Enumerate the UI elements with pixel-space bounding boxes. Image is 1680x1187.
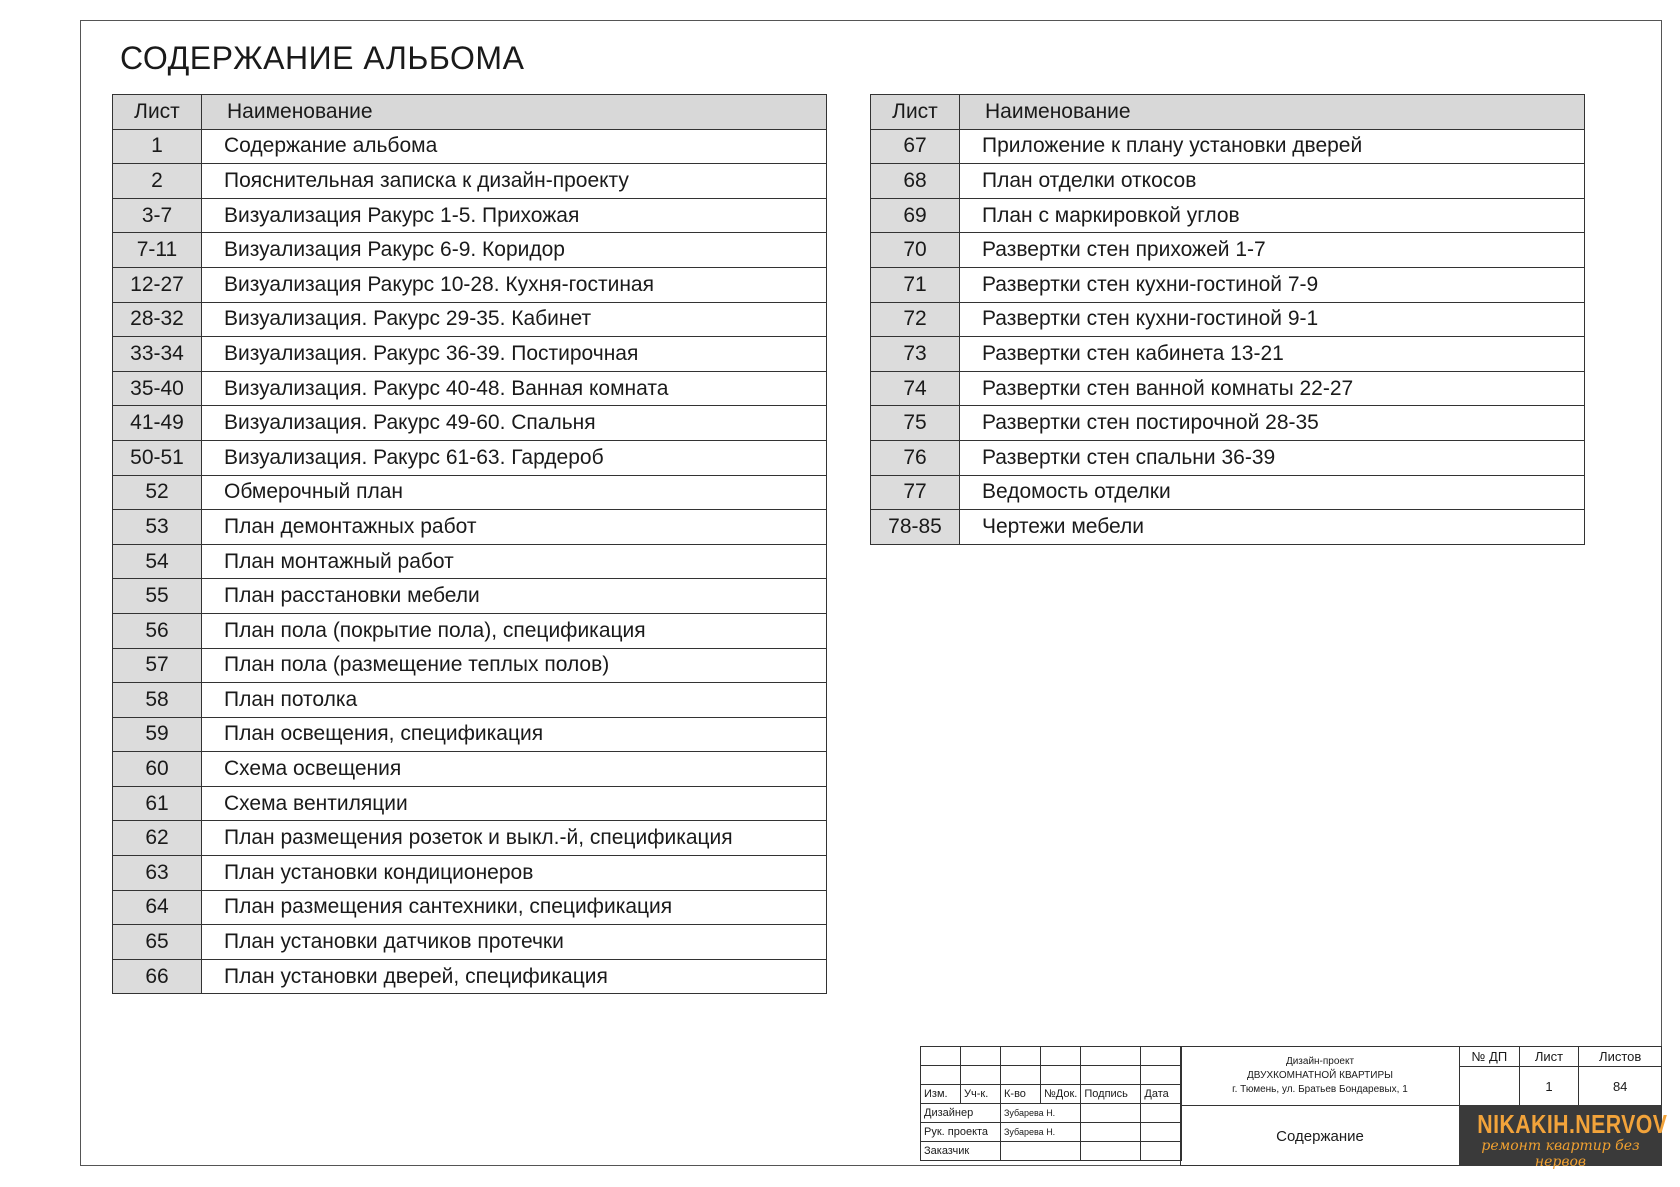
row-sheet-number: 61 bbox=[113, 786, 202, 821]
row-sheet-number: 58 bbox=[113, 683, 202, 718]
header-name: Наименование bbox=[960, 95, 1585, 130]
table-row bbox=[871, 337, 1585, 372]
row-sheet-name: План пола (размещение теплых полов) bbox=[202, 648, 827, 683]
table-row bbox=[113, 198, 827, 233]
row-sheet-number: 41-49 bbox=[113, 406, 202, 441]
row-sheet-number: 73 bbox=[871, 337, 960, 372]
row-sheet-number: 66 bbox=[113, 959, 202, 994]
table-row bbox=[113, 544, 827, 579]
table-row bbox=[113, 959, 827, 994]
row-sheet-number: 62 bbox=[113, 821, 202, 856]
table-row bbox=[113, 129, 827, 164]
col-podpis: Подпись bbox=[1081, 1085, 1141, 1104]
project-description bbox=[1180, 1046, 1460, 1106]
table-row bbox=[113, 752, 827, 787]
row-sheet-name: Чертежи мебели bbox=[960, 510, 1585, 545]
row-sheet-name: План отделки откосов bbox=[960, 164, 1585, 199]
row-sheet-number: 55 bbox=[113, 579, 202, 614]
row-sheet-name: План расстановки мебели bbox=[202, 579, 827, 614]
row-sheet-number: 1 bbox=[113, 129, 202, 164]
row-sheet-name: План освещения, спецификация bbox=[202, 717, 827, 752]
row-sheet-name: План потолка bbox=[202, 683, 827, 718]
table-row bbox=[113, 648, 827, 683]
header-sheet: Лист bbox=[871, 95, 960, 130]
row-sheet-number: 77 bbox=[871, 475, 960, 510]
row-sheet-name: Развертки стен ванной комнаты 22-27 bbox=[960, 371, 1585, 406]
table-row bbox=[113, 440, 827, 475]
row-sheet-name: План установки кондиционеров bbox=[202, 856, 827, 891]
row-sheet-name: Визуализация. Ракурс 61-63. Гардероб bbox=[202, 440, 827, 475]
table-row bbox=[113, 579, 827, 614]
row-sheet-name: Пояснительная записка к дизайн-проекту bbox=[202, 164, 827, 199]
row-sheet-name: Ведомость отделки bbox=[960, 475, 1585, 510]
table-row bbox=[113, 164, 827, 199]
sheets-value: 84 bbox=[1579, 1067, 1662, 1107]
table-row bbox=[113, 233, 827, 268]
project-line-2: ДВУХКОМНАТНОЙ КВАРТИРЫ bbox=[1246, 1070, 1393, 1081]
title-block bbox=[920, 1046, 1668, 1170]
row-sheet-name: Визуализация Ракурс 10-28. Кухня-гостиная bbox=[202, 267, 827, 302]
row-sheet-name: Визуализация. Ракурс 29-35. Кабинет bbox=[202, 302, 827, 337]
table-row bbox=[113, 302, 827, 337]
table-row bbox=[113, 821, 827, 856]
header-sheet: Лист bbox=[113, 95, 202, 130]
manager-label: Рук. проекта bbox=[921, 1123, 1001, 1142]
row-sheet-name: Содержание альбома bbox=[202, 129, 827, 164]
row-sheet-number: 28-32 bbox=[113, 302, 202, 337]
designer-label: Дизайнер bbox=[921, 1104, 1001, 1123]
row-sheet-name: План демонтажных работ bbox=[202, 510, 827, 545]
row-sheet-name: План установки датчиков протечки bbox=[202, 925, 827, 960]
table-row bbox=[871, 371, 1585, 406]
row-sheet-number: 35-40 bbox=[113, 371, 202, 406]
table-row bbox=[871, 164, 1585, 199]
table-row bbox=[113, 371, 827, 406]
row-sheet-name: Приложение к плану установки дверей bbox=[960, 129, 1585, 164]
client-label: Заказчик bbox=[921, 1142, 1001, 1161]
table-row bbox=[871, 440, 1585, 475]
row-sheet-number: 7-11 bbox=[113, 233, 202, 268]
row-sheet-name: Визуализация Ракурс 1-5. Прихожая bbox=[202, 198, 827, 233]
row-sheet-name: Визуализация. Ракурс 36-39. Постирочная bbox=[202, 337, 827, 372]
row-sheet-number: 70 bbox=[871, 233, 960, 268]
row-sheet-number: 69 bbox=[871, 198, 960, 233]
table-row bbox=[113, 683, 827, 718]
row-sheet-number: 12-27 bbox=[113, 267, 202, 302]
row-sheet-number: 52 bbox=[113, 475, 202, 510]
row-sheet-name: Развертки стен спальни 36-39 bbox=[960, 440, 1585, 475]
table-header-row bbox=[113, 95, 827, 130]
row-sheet-name: План с маркировкой углов bbox=[960, 198, 1585, 233]
row-sheet-number: 78-85 bbox=[871, 510, 960, 545]
project-line-1: Дизайн-проект bbox=[1285, 1056, 1355, 1067]
table-row bbox=[113, 786, 827, 821]
row-sheet-name: Развертки стен прихожей 1-7 bbox=[960, 233, 1585, 268]
row-sheet-number: 60 bbox=[113, 752, 202, 787]
row-sheet-number: 3-7 bbox=[113, 198, 202, 233]
table-row bbox=[871, 129, 1585, 164]
row-sheet-number: 64 bbox=[113, 890, 202, 925]
row-sheet-name: Схема освещения bbox=[202, 752, 827, 787]
row-sheet-name: Развертки стен постирочной 28-35 bbox=[960, 406, 1585, 441]
sheets-label: Листов bbox=[1579, 1047, 1662, 1067]
row-sheet-number: 50-51 bbox=[113, 440, 202, 475]
logo-slogan: ремонт квартир без нервов bbox=[1481, 1138, 1640, 1170]
row-sheet-name: Визуализация. Ракурс 40-48. Ванная комната bbox=[202, 371, 827, 406]
dp-value bbox=[1460, 1067, 1520, 1107]
toc-table-left bbox=[112, 94, 827, 994]
row-sheet-name: Визуализация. Ракурс 49-60. Спальня bbox=[202, 406, 827, 441]
col-izm: Изм. bbox=[921, 1085, 961, 1104]
row-sheet-number: 67 bbox=[871, 129, 960, 164]
toc-table-right bbox=[870, 94, 1585, 545]
row-sheet-name: Схема вентиляции bbox=[202, 786, 827, 821]
row-sheet-number: 68 bbox=[871, 164, 960, 199]
row-sheet-name: План пола (покрытие пола), спецификация bbox=[202, 613, 827, 648]
row-sheet-number: 33-34 bbox=[113, 337, 202, 372]
table-row bbox=[113, 717, 827, 752]
row-sheet-number: 53 bbox=[113, 510, 202, 545]
row-sheet-number: 56 bbox=[113, 613, 202, 648]
table-row bbox=[113, 613, 827, 648]
manager-name: Зубарева Н. bbox=[1001, 1123, 1081, 1142]
table-row bbox=[113, 510, 827, 545]
table-row bbox=[113, 267, 827, 302]
logo-brand: NIKAKIH.NERVOV bbox=[1477, 1109, 1668, 1139]
table-row bbox=[871, 406, 1585, 441]
row-sheet-number: 75 bbox=[871, 406, 960, 441]
table-row bbox=[113, 406, 827, 441]
col-data: Дата bbox=[1141, 1085, 1182, 1104]
sheet-value: 1 bbox=[1519, 1067, 1579, 1107]
row-sheet-name: Развертки стен кухни-гостиной 9-1 bbox=[960, 302, 1585, 337]
row-sheet-number: 57 bbox=[113, 648, 202, 683]
table-row bbox=[871, 510, 1585, 545]
table-row bbox=[871, 267, 1585, 302]
row-sheet-name: План размещения сантехники, спецификация bbox=[202, 890, 827, 925]
row-sheet-name: Развертки стен кабинета 13-21 bbox=[960, 337, 1585, 372]
col-ndok: №Док. bbox=[1041, 1085, 1081, 1104]
table-row bbox=[871, 475, 1585, 510]
col-uchk: Уч-к. bbox=[961, 1085, 1001, 1104]
row-sheet-number: 74 bbox=[871, 371, 960, 406]
row-sheet-number: 63 bbox=[113, 856, 202, 891]
table-row bbox=[113, 856, 827, 891]
table-row bbox=[871, 302, 1585, 337]
row-sheet-name: План монтажный работ bbox=[202, 544, 827, 579]
company-logo bbox=[1459, 1105, 1668, 1170]
col-kvo: К-во bbox=[1001, 1085, 1041, 1104]
sheet-title: Содержание bbox=[1180, 1105, 1460, 1166]
row-sheet-number: 71 bbox=[871, 267, 960, 302]
sheet-meta bbox=[1459, 1046, 1662, 1107]
row-sheet-number: 76 bbox=[871, 440, 960, 475]
table-row bbox=[871, 198, 1585, 233]
dp-label: № ДП bbox=[1460, 1047, 1520, 1067]
row-sheet-number: 72 bbox=[871, 302, 960, 337]
row-sheet-number: 65 bbox=[113, 925, 202, 960]
row-sheet-name: Обмерочный план bbox=[202, 475, 827, 510]
row-sheet-number: 54 bbox=[113, 544, 202, 579]
row-sheet-number: 2 bbox=[113, 164, 202, 199]
row-sheet-name: План размещения розеток и выкл.-й, спецификация bbox=[202, 821, 827, 856]
table-row bbox=[113, 337, 827, 372]
row-sheet-name: Визуализация Ракурс 6-9. Коридор bbox=[202, 233, 827, 268]
row-sheet-name: Развертки стен кухни-гостиной 7-9 bbox=[960, 267, 1585, 302]
header-name: Наименование bbox=[202, 95, 827, 130]
table-row bbox=[113, 475, 827, 510]
row-sheet-number: 59 bbox=[113, 717, 202, 752]
table-row bbox=[871, 233, 1585, 268]
designer-name: Зубарева Н. bbox=[1001, 1104, 1081, 1123]
revision-grid bbox=[920, 1046, 1182, 1161]
page-title: СОДЕРЖАНИЕ АЛЬБОМА bbox=[120, 40, 525, 76]
table-row bbox=[113, 925, 827, 960]
row-sheet-name: План установки дверей, спецификация bbox=[202, 959, 827, 994]
sheet-label: Лист bbox=[1519, 1047, 1579, 1067]
project-line-3: г. Тюмень, ул. Братьев Бондаревых, 1 bbox=[1232, 1084, 1408, 1095]
table-header-row bbox=[871, 95, 1585, 130]
table-row bbox=[113, 890, 827, 925]
